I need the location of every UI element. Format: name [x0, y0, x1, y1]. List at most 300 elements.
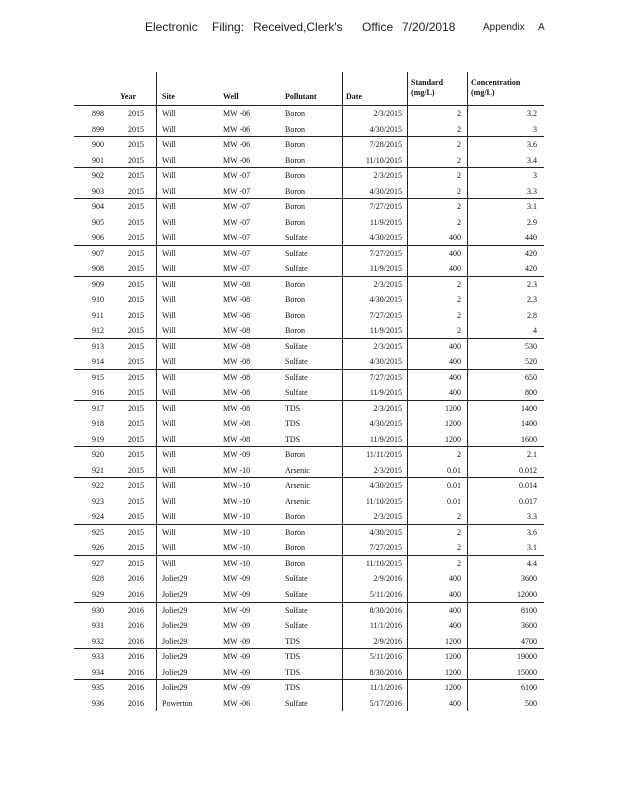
cell-year: 2015 [128, 558, 144, 568]
cell-date: 11/1/2016 [369, 621, 402, 631]
cell-year: 2015 [128, 124, 144, 134]
cell-well: MW -09 [223, 621, 251, 631]
cell-date: 2/3/2015 [373, 512, 402, 522]
cell-index: 928 [92, 574, 104, 584]
cell-concentration: 1400 [521, 419, 537, 429]
table-row [74, 509, 544, 525]
cell-standard: 2 [457, 310, 461, 320]
cell-concentration: 2.3 [527, 279, 537, 289]
table-row [74, 261, 544, 277]
cell-pollutant: Boron [285, 109, 305, 118]
cell-site: Joliet29 [162, 574, 188, 584]
cell-date: 11/9/2015 [369, 217, 402, 227]
cell-standard: 400 [449, 341, 461, 351]
header-appendix-letter: A [538, 22, 545, 33]
cell-standard: 0.01 [447, 481, 461, 491]
cell-standard: 2 [457, 527, 461, 537]
cell-well: MW -08 [223, 419, 251, 429]
cell-standard: 400 [449, 574, 461, 584]
cell-date: 5/11/2016 [369, 589, 402, 599]
cell-well: MW -09 [223, 574, 251, 584]
cell-well: MW -08 [223, 357, 251, 367]
col-well: Well [223, 92, 239, 101]
cell-year: 2015 [128, 357, 144, 367]
cell-pollutant: Boron [285, 202, 305, 212]
cell-standard: 2 [457, 171, 461, 181]
cell-site: Joliet29 [162, 652, 188, 662]
cell-index: 907 [92, 248, 104, 258]
cell-pollutant: TDS [285, 434, 301, 444]
cell-standard: 1200 [445, 403, 461, 413]
cell-concentration: 3.6 [527, 140, 537, 150]
cell-index: 927 [92, 558, 104, 568]
cell-standard: 2 [457, 512, 461, 522]
cell-concentration: 0.012 [519, 465, 537, 475]
cell-year: 2015 [128, 388, 144, 398]
cell-site: Will [162, 372, 176, 382]
cell-year: 2015 [128, 186, 144, 196]
cell-concentration: 19000 [517, 652, 537, 662]
header-office: Office [362, 20, 394, 34]
table-row [74, 603, 544, 619]
cell-concentration: 420 [525, 248, 537, 258]
cell-year: 2015 [128, 233, 144, 243]
cell-standard: 400 [449, 589, 461, 599]
cell-well: MW -09 [223, 667, 251, 677]
cell-pollutant: Sulfate [285, 698, 308, 708]
cell-index: 923 [92, 496, 104, 506]
cell-standard: 2 [457, 543, 461, 553]
cell-pollutant: Sulfate [285, 233, 308, 243]
cell-pollutant: Boron [285, 140, 305, 150]
cell-pollutant: TDS [285, 683, 301, 693]
cell-well: MW -09 [223, 605, 251, 615]
cell-well: MW -09 [223, 652, 251, 662]
cell-standard: 1200 [445, 652, 461, 662]
cell-concentration: 500 [525, 698, 537, 708]
cell-well: MW -07 [223, 233, 251, 243]
cell-site: Will [162, 512, 176, 522]
cell-year: 2015 [128, 202, 144, 212]
cell-date: 7/27/2015 [369, 248, 402, 258]
cell-standard: 2 [457, 140, 461, 150]
cell-site: Will [162, 527, 176, 537]
cell-site: Will [162, 202, 176, 212]
cell-index: 898 [92, 109, 104, 118]
cell-index: 926 [92, 543, 104, 553]
cell-well: MW -06 [223, 140, 251, 150]
cell-index: 905 [92, 217, 104, 227]
cell-concentration: 3.2 [527, 109, 537, 118]
col-date: Date [346, 92, 362, 101]
cell-site: Will [162, 388, 176, 398]
cell-year: 2015 [128, 372, 144, 382]
table-row [74, 339, 544, 355]
cell-date: 2/3/2015 [373, 465, 402, 475]
cell-well: MW -08 [223, 279, 251, 289]
cell-pollutant: Sulfate [285, 372, 308, 382]
cell-index: 908 [92, 264, 104, 274]
cell-concentration: 520 [525, 357, 537, 367]
cell-standard: 2 [457, 450, 461, 460]
cell-index: 906 [92, 233, 104, 243]
cell-standard: 2 [457, 202, 461, 212]
header-appendix: Appendix [483, 22, 525, 33]
cell-date: 2/3/2015 [373, 341, 402, 351]
cell-standard: 400 [449, 388, 461, 398]
cell-site: Will [162, 403, 176, 413]
cell-site: Will [162, 171, 176, 181]
cell-index: 902 [92, 171, 104, 181]
cell-site: Will [162, 558, 176, 568]
cell-index: 918 [92, 419, 104, 429]
table-row [74, 122, 544, 138]
cell-year: 2015 [128, 434, 144, 444]
cell-pollutant: Arsenic [285, 465, 310, 475]
cell-index: 911 [92, 310, 104, 320]
cell-standard: 2 [457, 326, 461, 336]
cell-index: 919 [92, 434, 104, 444]
cell-site: Powerton [162, 698, 193, 708]
cell-date: 4/30/2015 [369, 527, 402, 537]
cell-pollutant: Boron [285, 310, 305, 320]
cell-date: 7/27/2015 [369, 202, 402, 212]
cell-site: Will [162, 481, 176, 491]
cell-standard: 1200 [445, 419, 461, 429]
cell-index: 903 [92, 186, 104, 196]
cell-year: 2015 [128, 450, 144, 460]
cell-concentration: 0.017 [519, 496, 537, 506]
cell-site: Joliet29 [162, 667, 188, 677]
cell-standard: 400 [449, 621, 461, 631]
cell-well: MW -10 [223, 527, 251, 537]
cell-standard: 2 [457, 558, 461, 568]
table-row [74, 494, 544, 510]
cell-site: Will [162, 450, 176, 460]
cell-standard: 2 [457, 109, 461, 118]
cell-standard: 2 [457, 155, 461, 165]
cell-site: Will [162, 109, 176, 118]
cell-concentration: 1600 [521, 434, 537, 444]
table-row [74, 540, 544, 556]
cell-year: 2015 [128, 326, 144, 336]
cell-standard: 400 [449, 357, 461, 367]
cell-index: 936 [92, 698, 104, 708]
cell-site: Will [162, 248, 176, 258]
table-row [74, 416, 544, 432]
cell-date: 2/3/2015 [373, 403, 402, 413]
cell-standard: 400 [449, 698, 461, 708]
cell-pollutant: Boron [285, 512, 305, 522]
col-year: Year [120, 92, 136, 101]
cell-concentration: 3.1 [527, 543, 537, 553]
cell-site: Joliet29 [162, 589, 188, 599]
cell-pollutant: Boron [285, 124, 305, 134]
col-standard-unit: (mg/L) [411, 88, 435, 97]
cell-well: MW -10 [223, 481, 251, 491]
cell-site: Will [162, 233, 176, 243]
cell-year: 2016 [128, 621, 144, 631]
cell-concentration: 8100 [521, 605, 537, 615]
cell-index: 920 [92, 450, 104, 460]
cell-standard: 400 [449, 372, 461, 382]
table-body [74, 106, 544, 711]
cell-index: 914 [92, 357, 104, 367]
cell-concentration: 3.1 [527, 202, 537, 212]
cell-concentration: 3.6 [527, 527, 537, 537]
cell-index: 935 [92, 683, 104, 693]
cell-well: MW -08 [223, 434, 251, 444]
cell-pollutant: Arsenic [285, 481, 310, 491]
cell-pollutant: Sulfate [285, 341, 308, 351]
cell-pollutant: Boron [285, 543, 305, 553]
col-pollutant: Pollutant [285, 92, 317, 101]
cell-index: 901 [92, 155, 104, 165]
table-row [74, 571, 544, 587]
cell-well: MW -07 [223, 217, 251, 227]
col-site: Site [162, 92, 175, 101]
cell-pollutant: Sulfate [285, 357, 308, 367]
cell-pollutant: TDS [285, 403, 301, 413]
cell-index: 917 [92, 403, 104, 413]
cell-concentration: 3 [533, 171, 537, 181]
cell-site: Will [162, 264, 176, 274]
cell-year: 2016 [128, 683, 144, 693]
cell-date: 2/3/2015 [373, 109, 402, 118]
cell-site: Joliet29 [162, 621, 188, 631]
cell-date: 4/30/2015 [369, 233, 402, 243]
cell-index: 904 [92, 202, 104, 212]
cell-well: MW -10 [223, 543, 251, 553]
table-row [74, 618, 544, 634]
table-row [74, 556, 544, 572]
cell-concentration: 3.4 [527, 155, 537, 165]
cell-index: 913 [92, 341, 104, 351]
cell-date: 2/3/2015 [373, 171, 402, 181]
cell-pollutant: Boron [285, 217, 305, 227]
cell-pollutant: Boron [285, 171, 305, 181]
cell-date: 8/30/2016 [369, 667, 402, 677]
cell-index: 929 [92, 589, 104, 599]
table-row [74, 323, 544, 339]
cell-standard: 2 [457, 295, 461, 305]
cell-year: 2016 [128, 574, 144, 584]
cell-standard: 2 [457, 217, 461, 227]
cell-date: 4/30/2015 [369, 481, 402, 491]
cell-year: 2015 [128, 527, 144, 537]
cell-date: 11/11/2015 [366, 450, 402, 460]
cell-year: 2015 [128, 248, 144, 258]
header-received: Received,Clerk's [253, 20, 343, 34]
table-row [74, 432, 544, 448]
table-row [74, 230, 544, 246]
cell-well: MW -07 [223, 171, 251, 181]
cell-pollutant: Sulfate [285, 574, 308, 584]
cell-date: 4/30/2015 [369, 295, 402, 305]
cell-site: Will [162, 543, 176, 553]
cell-year: 2015 [128, 279, 144, 289]
cell-well: MW -08 [223, 341, 251, 351]
cell-year: 2015 [128, 481, 144, 491]
cell-site: Will [162, 217, 176, 227]
cell-well: MW -06 [223, 155, 251, 165]
cell-concentration: 420 [525, 264, 537, 274]
cell-well: MW -10 [223, 512, 251, 522]
cell-concentration: 650 [525, 372, 537, 382]
table-row [74, 463, 544, 479]
table-row [74, 199, 544, 215]
header-filing: Filing: [212, 20, 245, 34]
cell-index: 925 [92, 527, 104, 537]
cell-date: 2/9/2016 [373, 574, 402, 584]
cell-concentration: 6100 [521, 683, 537, 693]
cell-standard: 0.01 [447, 465, 461, 475]
cell-concentration: 530 [525, 341, 537, 351]
cell-standard: 1200 [445, 636, 461, 646]
cell-site: Will [162, 124, 176, 134]
table-row [74, 401, 544, 417]
cell-year: 2015 [128, 217, 144, 227]
cell-standard: 1200 [445, 667, 461, 677]
cell-year: 2015 [128, 171, 144, 181]
cell-standard: 0.01 [447, 496, 461, 506]
cell-concentration: 3.3 [527, 512, 537, 522]
cell-concentration: 12000 [517, 589, 537, 599]
cell-concentration: 4.4 [527, 558, 537, 568]
cell-site: Joliet29 [162, 605, 188, 615]
cell-site: Will [162, 341, 176, 351]
cell-site: Will [162, 279, 176, 289]
cell-well: MW -07 [223, 186, 251, 196]
cell-index: 900 [92, 140, 104, 150]
cell-well: MW -08 [223, 388, 251, 398]
cell-well: MW -08 [223, 326, 251, 336]
cell-standard: 400 [449, 264, 461, 274]
cell-well: MW -07 [223, 202, 251, 212]
cell-concentration: 3600 [521, 621, 537, 631]
cell-date: 4/30/2015 [369, 357, 402, 367]
cell-year: 2015 [128, 419, 144, 429]
cell-index: 916 [92, 388, 104, 398]
cell-date: 11/9/2015 [369, 264, 402, 274]
cell-site: Will [162, 310, 176, 320]
cell-site: Will [162, 465, 176, 475]
col-concentration-unit: (mg/L) [471, 88, 495, 97]
cell-well: MW -06 [223, 124, 251, 134]
cell-index: 909 [92, 279, 104, 289]
cell-year: 2015 [128, 155, 144, 165]
cell-date: 2/9/2016 [373, 636, 402, 646]
cell-pollutant: Boron [285, 155, 305, 165]
table-row [74, 665, 544, 681]
table-row [74, 634, 544, 650]
cell-well: MW -10 [223, 465, 251, 475]
cell-standard: 400 [449, 233, 461, 243]
cell-date: 7/27/2015 [369, 543, 402, 553]
data-table [74, 72, 544, 711]
cell-date: 7/27/2015 [369, 310, 402, 320]
cell-concentration: 4 [533, 326, 537, 336]
table-row [74, 587, 544, 603]
cell-year: 2016 [128, 636, 144, 646]
cell-concentration: 3 [533, 124, 537, 134]
cell-well: MW -09 [223, 683, 251, 693]
cell-date: 11/10/2015 [365, 496, 402, 506]
cell-standard: 400 [449, 248, 461, 258]
filing-header [0, 20, 618, 40]
cell-date: 11/10/2015 [365, 558, 402, 568]
table-row [74, 277, 544, 293]
table-row [74, 370, 544, 386]
table-header [74, 72, 544, 106]
table-row [74, 106, 544, 122]
cell-year: 2015 [128, 295, 144, 305]
cell-pollutant: Sulfate [285, 621, 308, 631]
cell-concentration: 800 [525, 388, 537, 398]
table-row [74, 215, 544, 231]
cell-pollutant: Sulfate [285, 605, 308, 615]
cell-date: 5/17/2016 [369, 698, 402, 708]
cell-date: 11/9/2015 [369, 434, 402, 444]
cell-standard: 400 [449, 605, 461, 615]
cell-pollutant: Boron [285, 450, 305, 460]
cell-year: 2015 [128, 264, 144, 274]
cell-well: MW -08 [223, 403, 251, 413]
cell-year: 2016 [128, 667, 144, 677]
cell-index: 910 [92, 295, 104, 305]
table-row [74, 680, 544, 696]
cell-concentration: 440 [525, 233, 537, 243]
table-row [74, 525, 544, 541]
cell-well: MW -07 [223, 264, 251, 274]
cell-year: 2016 [128, 589, 144, 599]
cell-site: Will [162, 357, 176, 367]
cell-well: MW -09 [223, 636, 251, 646]
cell-date: 11/9/2015 [369, 388, 402, 398]
cell-concentration: 15000 [517, 667, 537, 677]
cell-well: MW -09 [223, 589, 251, 599]
cell-well: MW -10 [223, 558, 251, 568]
cell-well: MW -08 [223, 310, 251, 320]
cell-index: 933 [92, 652, 104, 662]
cell-pollutant: Sulfate [285, 589, 308, 599]
table-row [74, 168, 544, 184]
cell-site: Will [162, 419, 176, 429]
cell-date: 11/9/2015 [369, 326, 402, 336]
col-standard: Standard [411, 78, 444, 87]
cell-standard: 2 [457, 186, 461, 196]
cell-standard: 2 [457, 279, 461, 289]
cell-site: Will [162, 295, 176, 305]
cell-well: MW -07 [223, 248, 251, 258]
table-row [74, 153, 544, 169]
table-row [74, 354, 544, 370]
cell-well: MW -08 [223, 295, 251, 305]
cell-concentration: 2.9 [527, 217, 537, 227]
cell-date: 4/30/2015 [369, 124, 402, 134]
cell-standard: 2 [457, 124, 461, 134]
cell-site: Will [162, 155, 176, 165]
cell-year: 2015 [128, 310, 144, 320]
cell-index: 934 [92, 667, 104, 677]
cell-date: 7/28/2015 [369, 140, 402, 150]
cell-pollutant: TDS [285, 652, 301, 662]
table-row [74, 246, 544, 262]
cell-year: 2015 [128, 109, 144, 118]
table-row [74, 447, 544, 463]
cell-year: 2015 [128, 140, 144, 150]
cell-standard: 1200 [445, 434, 461, 444]
